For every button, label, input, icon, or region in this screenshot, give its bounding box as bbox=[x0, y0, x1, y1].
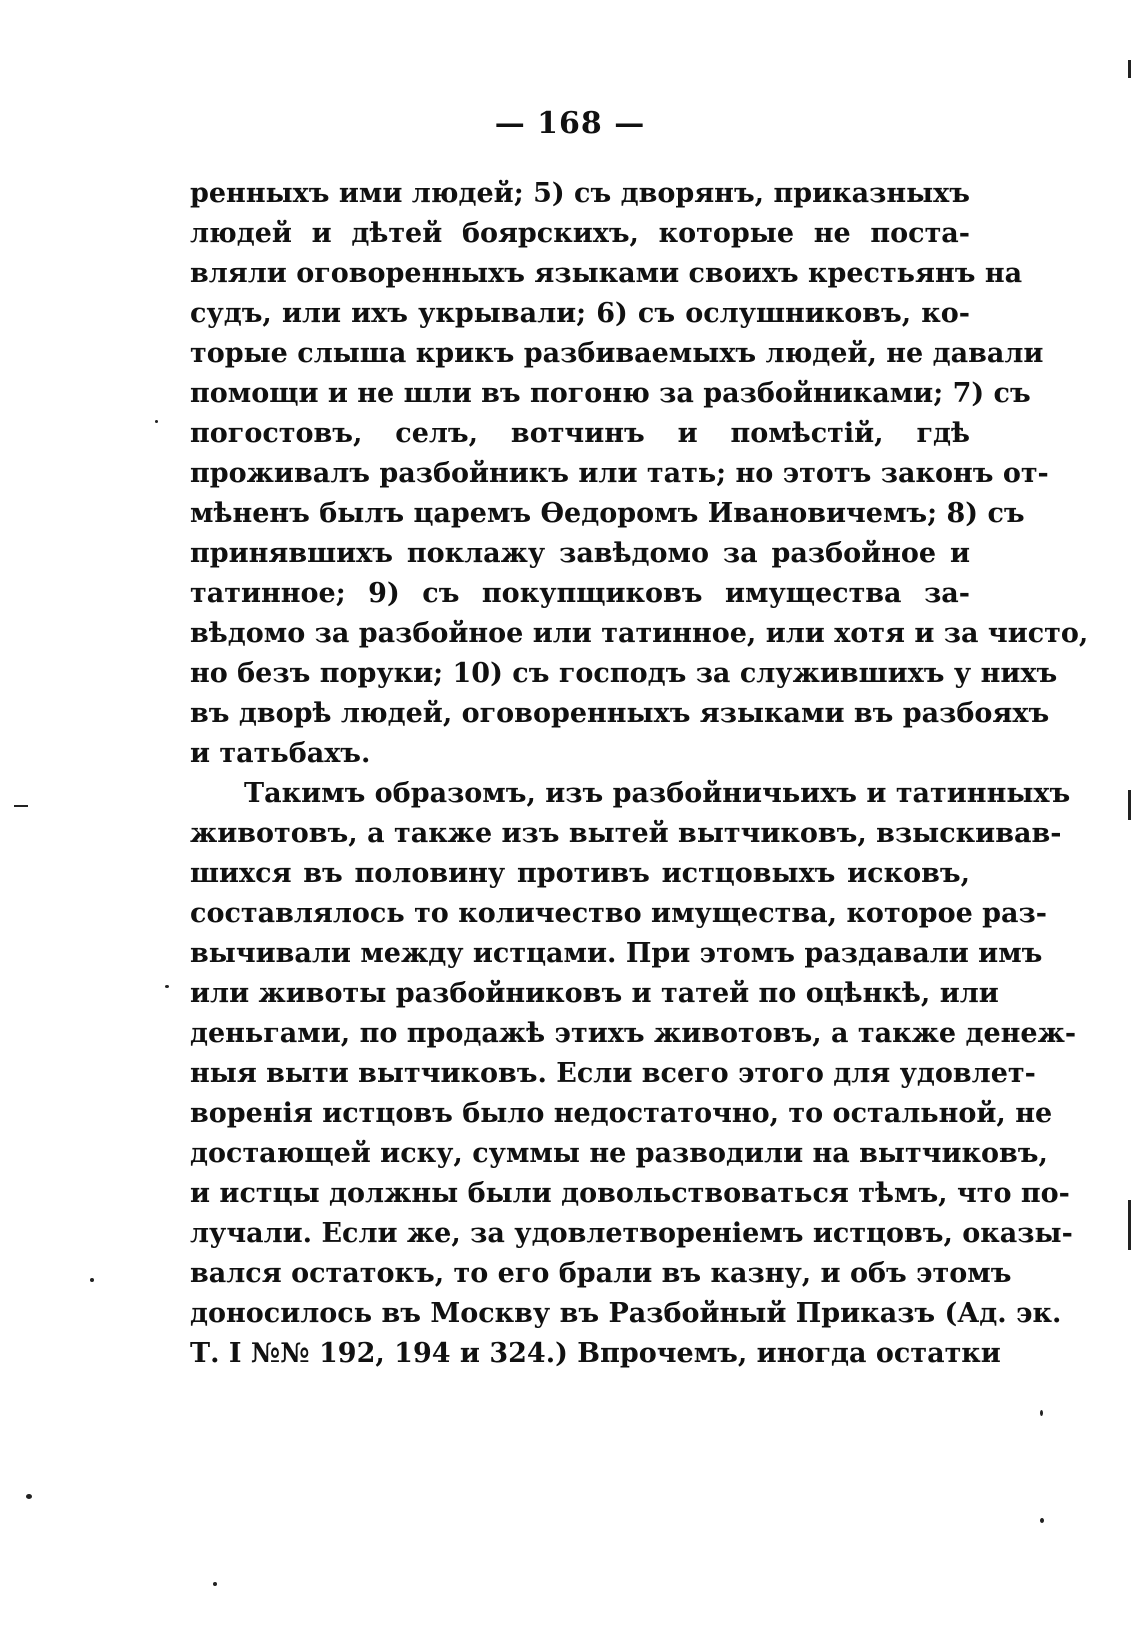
text-line: погостовъ, селъ, вотчинъ и помѣстій, гдѣ bbox=[190, 418, 970, 449]
paragraph-2 bbox=[190, 774, 1077, 1374]
scan-edge-mark bbox=[1128, 790, 1131, 820]
body-text bbox=[190, 174, 1089, 1374]
scan-speck bbox=[90, 1278, 94, 1282]
scan-edge-mark bbox=[14, 805, 28, 807]
text-line: деньгами, по продажѣ этихъ животовъ, а также денеж- bbox=[190, 1018, 1077, 1049]
text-line: Т. I №№ 192, 194 и 324.) Впрочемъ, иногда остатки bbox=[190, 1338, 1001, 1369]
text-line: Такимъ образомъ, изъ разбойничьихъ и татинныхъ bbox=[244, 778, 1071, 809]
text-line: татинное; 9) съ покупщиковъ имущества за- bbox=[190, 578, 970, 609]
scan-speck bbox=[26, 1494, 32, 1499]
text-line: животовъ, а также изъ вытей вытчиковъ, взыскивав- bbox=[190, 818, 1062, 849]
text-line: и истцы должны были довольствоваться тѣмъ, что по- bbox=[190, 1178, 1070, 1209]
text-line: ныя выти вытчиковъ. Если всего этого для удовлет- bbox=[190, 1058, 1036, 1089]
page-number: — 168 — bbox=[494, 106, 646, 141]
scan-speck bbox=[165, 985, 169, 988]
text-line: достающей иску, суммы не разводили на вытчиковъ, bbox=[190, 1138, 1048, 1169]
scan-speck bbox=[155, 420, 158, 423]
scan-edge-mark bbox=[1128, 60, 1131, 78]
scan-speck bbox=[213, 1582, 217, 1586]
text-line: проживалъ разбойникъ или тать; но этотъ законъ от- bbox=[190, 458, 1049, 489]
text-line: судъ, или ихъ укрывали; 6) съ ослушниковъ, ко- bbox=[190, 298, 970, 329]
text-line: торые слыша крикъ разбиваемыхъ людей, не давали bbox=[190, 338, 1044, 369]
text-line: лучали. Если же, за удовлетвореніемъ истцовъ, оказы- bbox=[190, 1218, 1073, 1249]
text-line: вычивали между истцами. При этомъ раздавали имъ bbox=[190, 938, 1043, 969]
text-line: людей и дѣтей боярскихъ, которые не поста- bbox=[190, 218, 970, 249]
text-line: ренныхъ ими людей; 5) съ дворянъ, приказныхъ bbox=[190, 178, 970, 209]
paragraph-1 bbox=[190, 174, 1089, 774]
text-line: принявшихъ поклажу завѣдомо за разбойное и bbox=[190, 538, 970, 569]
text-line: мѣненъ былъ царемъ Ѳедоромъ Ивановичемъ; 8) съ bbox=[190, 498, 1025, 529]
text-line: но безъ поруки; 10) съ господъ за служившихъ у нихъ bbox=[190, 658, 1058, 689]
text-line: шихся въ половину противъ истцовыхъ исковъ, bbox=[190, 858, 970, 889]
text-line: воренія истцовъ было недостаточно, то остальной, не bbox=[190, 1098, 1053, 1129]
text-line: вался остатокъ, то его брали въ казну, и объ этомъ bbox=[190, 1258, 1012, 1289]
scan-speck bbox=[1040, 1518, 1044, 1523]
text-line: доносилось въ Москву въ Разбойный Приказъ (Ад. эк. bbox=[190, 1298, 1062, 1329]
text-line: вляли оговоренныхъ языками своихъ крестьянъ на bbox=[190, 258, 1023, 289]
scan-edge-mark bbox=[1128, 1200, 1131, 1250]
scan-speck bbox=[1040, 1410, 1043, 1416]
text-line: вѣдомо за разбойное или татинное, или хотя и за чисто, bbox=[190, 618, 1089, 649]
text-line: составлялось то количество имущества, которое раз- bbox=[190, 898, 1047, 929]
text-line: помощи и не шли въ погоню за разбойниками; 7) съ bbox=[190, 378, 1031, 409]
text-line: или животы разбойниковъ и татей по оцѣнкѣ, или bbox=[190, 978, 999, 1009]
text-line: и татьбахъ. bbox=[190, 738, 371, 769]
text-line: въ дворѣ людей, оговоренныхъ языками въ разбояхъ bbox=[190, 698, 1050, 729]
